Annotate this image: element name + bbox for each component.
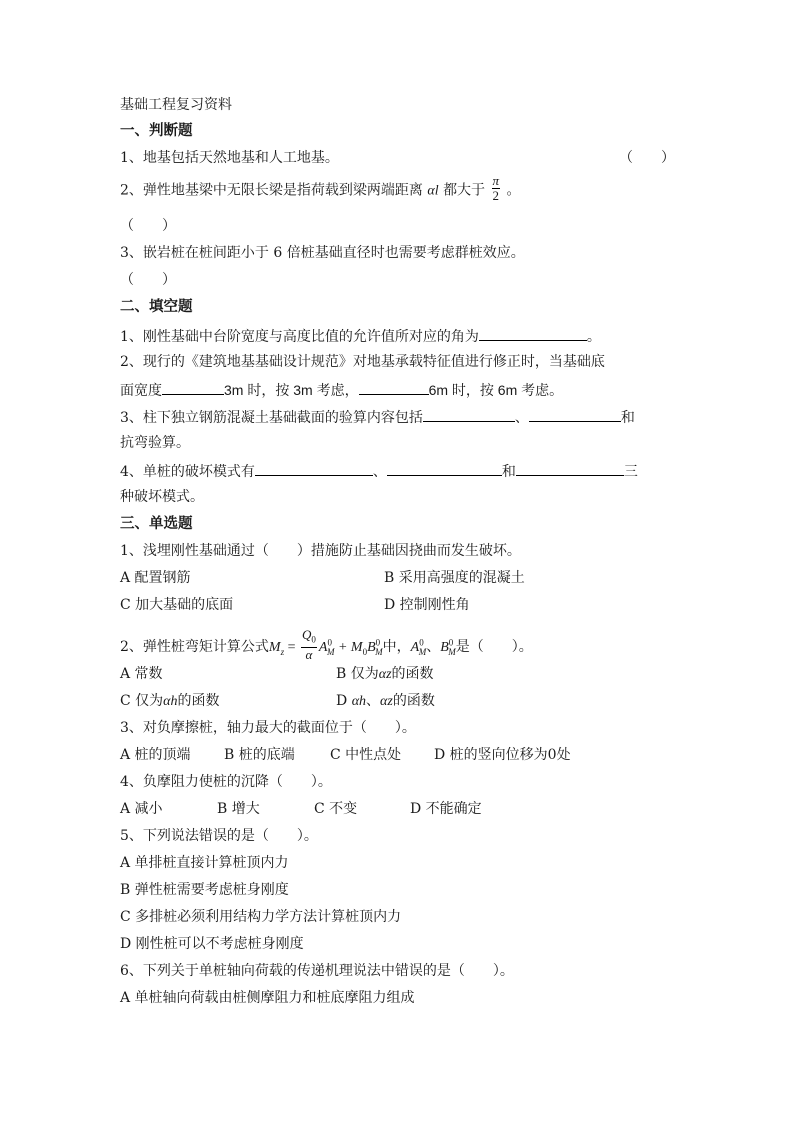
tf-question-2-text: 2、弹性地基梁中无限长梁是指荷载到梁两端距离 — [120, 182, 423, 199]
formula-subscript: M — [375, 646, 383, 657]
separator: 、 — [366, 693, 381, 709]
option-d[interactable]: D 桩的竖向位移为0处 — [434, 747, 571, 763]
option-b[interactable]: B 采用高强度的混凝土 — [384, 570, 525, 586]
formula-superscript: 0 — [327, 637, 332, 648]
formula-symbol: B — [440, 639, 449, 655]
fill-text: 、 — [372, 464, 387, 480]
fill-text: 4、单桩的破坏模式有 — [120, 464, 255, 480]
section-heading-fill-blank: 二、填空题 — [120, 299, 193, 315]
mc-question-2-text: 2、弹性桩弯矩计算公式 — [120, 638, 269, 655]
formula-superscript: 0 — [448, 637, 454, 648]
option-a[interactable]: A 减小 — [120, 801, 163, 817]
mc-question-2-mid: 中， — [382, 638, 411, 655]
fraction-numerator — [301, 628, 317, 648]
option-b[interactable]: B 增大 — [217, 801, 260, 817]
option-d[interactable] — [336, 692, 435, 711]
formula-plus: + M — [334, 639, 363, 655]
option-a[interactable]: A 单排桩直接计算桩顶内力 — [120, 855, 289, 871]
option-c[interactable]: C 加大基础的底面 — [120, 597, 234, 613]
fill-text: 和 — [620, 410, 635, 426]
fill-question-3-line2: 抗弯验算。 — [120, 435, 190, 451]
answer-blank[interactable] — [162, 380, 224, 395]
fill-question-2-line2 — [120, 380, 675, 400]
option-a[interactable]: A 单桩轴向荷载由桩侧摩阻力和桩底摩阻力组成 — [120, 990, 415, 1006]
formula-symbol: M — [268, 639, 281, 655]
fill-question-1-text: 1、刚性基础中台阶宽度与高度比值的允许值所对应的角为 — [120, 329, 479, 345]
formula-subscript: 0 — [311, 634, 316, 645]
answer-blank[interactable] — [423, 407, 515, 422]
tf-question-2-end: 。 — [506, 182, 521, 199]
formula-subscript: M — [448, 646, 456, 657]
option-c[interactable] — [120, 692, 220, 711]
fill-text: 三 — [623, 464, 638, 480]
fraction-pi-over-2 — [492, 174, 501, 203]
answer-blank[interactable] — [387, 461, 502, 476]
fill-question-2-line1: 2、现行的《建筑地基基础设计规范》对地基承载特征值进行修正时，当基础底 — [120, 354, 605, 370]
tf-question-1-text: 1、地基包括天然地基和人工地基。 — [120, 150, 339, 166]
mc-question-2-end: 是（ ）。 — [455, 638, 533, 655]
answer-blank[interactable] — [359, 380, 429, 395]
formula-subscript: M — [326, 646, 335, 657]
option-a[interactable]: A 配置钢筋 — [120, 570, 191, 586]
formula-symbol: B — [367, 639, 376, 655]
formula-moment — [269, 640, 299, 655]
formula-A-M0 — [410, 637, 427, 657]
option-a[interactable]: A 桩的顶端 — [120, 747, 191, 763]
fraction-numerator: π — [492, 173, 500, 188]
answer-blank[interactable] — [516, 461, 624, 476]
option-c[interactable]: C 中性点处 — [330, 747, 402, 763]
tf-question-3: 3、嵌岩桩在桩间距小于 6 倍桩基础直径时也需要考虑群桩效应。 — [120, 245, 525, 261]
mc-question-1: 1、浅埋刚性基础通过（ ）措施防止基础因挠曲而发生破坏。 — [120, 543, 521, 559]
formula-superscript: 0 — [375, 637, 381, 648]
answer-blank[interactable] — [479, 326, 587, 341]
formula-subscript: z — [280, 646, 285, 657]
fill-text: 6m 时，按 6m 考虑。 — [428, 382, 564, 398]
math-alpha-z: αz — [380, 694, 393, 709]
tf-question-1 — [120, 149, 675, 167]
formula-subscript: M — [418, 646, 427, 657]
option-a[interactable]: A 常数 — [120, 666, 163, 682]
fill-text: 和 — [501, 464, 516, 480]
formula-subscript: 0 — [362, 646, 368, 657]
option-label: C 仅为 — [120, 693, 164, 709]
option-d[interactable]: D 刚性桩可以不考虑桩身刚度 — [120, 936, 304, 952]
option-b[interactable]: B 桩的底端 — [224, 747, 295, 763]
option-label: 的函数 — [392, 693, 435, 709]
option-b[interactable]: B 弹性桩需要考虑桩身刚度 — [120, 882, 289, 898]
option-label: D — [336, 693, 352, 709]
formula-terms — [318, 637, 383, 657]
option-c[interactable]: C 多排桩必须利用结构力学方法计算桩顶内力 — [120, 909, 402, 925]
answer-blank[interactable] — [255, 461, 373, 476]
tf-question-2 — [120, 173, 675, 205]
fraction-denominator: α — [305, 646, 313, 662]
fill-question-1 — [120, 326, 675, 346]
answer-paren: （ ） — [619, 150, 675, 166]
answer-paren: （ ） — [120, 218, 176, 234]
mc-question-3: 3、对负摩擦桩，轴力最大的截面位于（ ）。 — [120, 720, 416, 736]
fill-question-3-line1 — [120, 407, 675, 427]
option-d[interactable]: D 控制刚性角 — [384, 597, 470, 613]
answer-paren: （ ） — [120, 272, 176, 288]
formula-symbol: A — [318, 639, 328, 655]
fraction-Q0-over-alpha — [301, 628, 317, 662]
option-label: 的函数 — [391, 666, 434, 682]
formula-B-M0 — [440, 637, 456, 657]
fill-text: 3m 时，按 3m 考虑， — [224, 382, 359, 398]
option-label: 的函数 — [177, 693, 220, 709]
fill-question-1-end: 。 — [586, 329, 601, 345]
formula-symbol: Q — [302, 627, 312, 642]
fill-text: 面宽度 — [120, 383, 162, 399]
math-alpha-h: αh — [163, 694, 178, 709]
mc-question-6: 6、下列关于单桩轴向荷载的传递机理说法中错误的是（ ）。 — [120, 963, 514, 979]
mc-question-2 — [120, 627, 675, 664]
math-alpha-l: αl — [427, 183, 439, 199]
fraction-denominator: 2 — [492, 188, 500, 203]
option-b[interactable] — [336, 665, 434, 684]
math-alpha-h: αh — [351, 694, 367, 709]
section-heading-true-false: 一、判断题 — [120, 123, 193, 139]
formula-symbol: A — [410, 639, 420, 655]
fill-text: 、 — [514, 410, 529, 426]
tf-question-2-mid: 都大于 — [443, 182, 486, 199]
mc-question-4: 4、负摩阻力使桩的沉降（ ）。 — [120, 774, 332, 790]
section-heading-single-choice: 三、单选题 — [120, 516, 193, 532]
math-alpha-z: αz — [378, 667, 392, 682]
answer-blank[interactable] — [529, 407, 621, 422]
separator: 、 — [426, 638, 441, 655]
option-d[interactable]: D 不能确定 — [410, 801, 482, 817]
formula-equals: = — [284, 639, 300, 655]
fill-question-4-line1 — [120, 461, 675, 481]
mc-question-5: 5、下列说法错误的是（ ）。 — [120, 828, 318, 844]
document-title: 基础工程复习资料 — [120, 97, 232, 113]
option-c[interactable]: C 不变 — [314, 801, 358, 817]
option-label: B 仅为 — [336, 666, 379, 682]
formula-superscript: 0 — [419, 637, 424, 648]
fill-question-4-line2: 种破坏模式。 — [120, 489, 204, 505]
fill-text: 3、柱下独立钢筋混凝土基础截面的验算内容包括 — [120, 410, 423, 426]
